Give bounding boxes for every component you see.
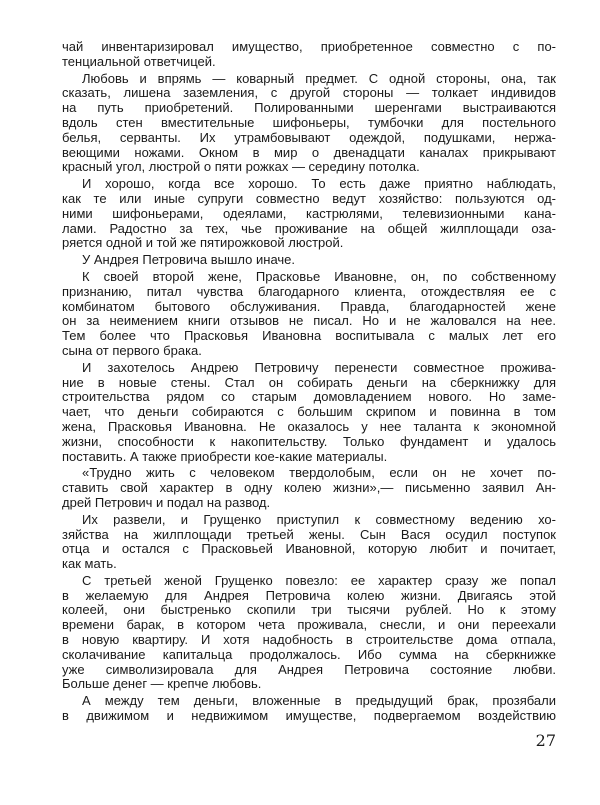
text-line: как те или иные супруги совместно ведут хозяйство: пользуются од- [62,191,556,206]
text-line: зяйства на жилплощади третьей жены. Сын Вася осудил поступок [62,527,556,542]
text-line: Тем более что Прасковья Ивановна воспитывала с малых лет его [62,329,556,344]
text-line: на путь приобретений. Полированными шеренгами выстраиваются [62,101,556,116]
text-line: времени барак, в котором чета проживала, снесли, и они переехали [62,618,556,633]
text-line: С третьей женой Грущенко повезло: ее характер сразу же попал [82,573,556,588]
text-line: ними шифоньерами, одеялами, кастрюлями, телевизионными кана- [62,206,556,221]
text-line: лами. Радостно за тех, чье проживание на общей жилплощади оза- [62,221,556,236]
paragraph [62,177,556,251]
text-line: в движимом и недвижимом имуществе, подвергаемом воздействию [62,709,556,724]
paragraph [62,40,556,70]
text-line: сказать, лишена заземления, с другой стороны — толкает индивидов [62,86,556,101]
text-line: Любовь и впрямь — коварный предмет. С одной стороны, она, так [82,71,556,86]
paragraph [62,270,556,359]
text-line: поставить. А также приобрести кое-какие материалы. [62,449,388,464]
text-line: И хорошо, когда все хорошо. То есть даже приятно наблюдать, [82,177,556,192]
text-line: признанию, питал чувства благодарного клиента, отождествляя ее с [62,284,556,299]
text-line: как мать. [62,557,117,572]
text-line: Их развели, и Грущенко приступил к совместному ведению хо- [82,512,556,527]
text-line: У Андрея Петровича вышло иначе. [82,253,296,268]
text-line: веющими ножами. Окном в мир о двенадцати каналах прикрывают [62,145,556,160]
text-line: чай инвентаризировал имущество, приобретенное совместно с по- [62,40,556,54]
text-line: белья, серванты. Их утрамбовывают одеждой, подушками, нержа- [62,130,556,145]
text-line: дрей Петрович и подал на развод. [62,495,271,510]
text-line: «Трудно жить с человеком твердолобым, если он не хочет по- [82,466,556,481]
text-line: уже символизировала для Андрея Петровича состояние любви. [62,662,556,677]
text-line: красный угол, люстрой о пяти рожках — середину потолка. [62,160,420,175]
text-line: вдоль стен вместительные шифоньеры, тумбочки для постельного [62,115,556,130]
paragraph [62,253,556,268]
paragraph [62,72,556,176]
text-line: ряется одной и той же пятирожковой люстрой. [62,236,344,251]
page-number: 27 [535,731,556,750]
text-line: Больше денег — крепче любовь. [62,677,262,692]
text-line: жизни, способности к накопительству. Только фундамент и удалось [62,434,556,449]
text-line: комбинатом бытового обслуживания. Правда, благодарностей жене [62,299,556,314]
text-line: строительства рядом со старым домовладением нового. Но заме- [62,390,556,405]
text-line: в новую квартиру. И хотя надобность в строительстве дома отпала, [62,633,556,648]
text-line: он за неимением книги отзывов не писал. Но и не жаловался на нее. [62,314,556,329]
text-line: сына от первого брака. [62,343,202,358]
text-line: А между тем деньги, вложенные в предыдущий брак, прозябали [82,694,556,709]
text-line: ставить свой характер в одну колею жизни»,— письменно заявил Ан- [62,481,556,496]
paragraph [62,361,556,465]
text-line: чает, что деньги собираются с большим скрипом и повинна в том [62,405,556,420]
text-line: жена, Прасковья Ивановна. Не оказалось у нее таланта к экономной [62,419,556,434]
text-line: отца и остался с Прасковьей Ивановной, которую любит и почитает, [62,542,556,557]
page-body-text [62,40,556,724]
paragraph [62,513,556,572]
paragraph [62,574,556,692]
text-line: в желаемую для Андрея Петровича колею жизни. Двигаясь этой [62,588,556,603]
text-line: ние в новые стены. Стал он собирать деньги на сберкнижку для [62,375,556,390]
paragraph [62,694,556,724]
text-line: И захотелось Андрею Петровичу перенести совместное прожива- [82,360,556,375]
text-line: К своей второй жене, Прасковье Ивановне, он, по собственному [82,269,556,284]
text-line: колеей, они быстренько скопили три тысячи рублей. Но к этому [62,603,556,618]
paragraph [62,466,556,510]
text-line: сколачивание капитальца продолжалось. Ибо сумма на сберкнижке [62,647,556,662]
text-line: тенциальной ответчицей. [62,54,216,69]
